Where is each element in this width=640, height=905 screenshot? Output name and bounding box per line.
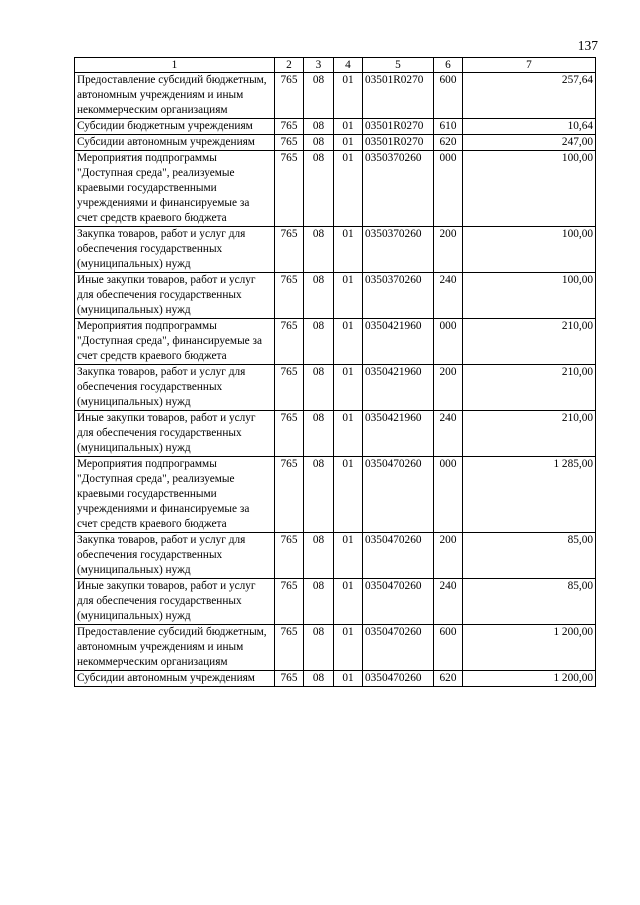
row-section-code: 08 <box>304 625 334 671</box>
row-section-code: 08 <box>304 227 334 273</box>
row-section-code: 08 <box>304 365 334 411</box>
row-amount: 100,00 <box>463 151 596 227</box>
row-amount: 1 200,00 <box>463 671 596 687</box>
row-subsection-code: 01 <box>334 319 363 365</box>
column-header: 5 <box>363 58 434 73</box>
row-amount: 100,00 <box>463 227 596 273</box>
column-header: 6 <box>434 58 463 73</box>
row-name: Закупка товаров, работ и услуг для обеспечения государственных (муниципальных) нужд <box>75 227 275 273</box>
table-row <box>75 411 596 457</box>
row-name: Мероприятия подпрограммы "Доступная среда", финансируемые за счет средств краевого бюджета <box>75 319 275 365</box>
row-expense-type-code: 200 <box>434 533 463 579</box>
row-subsection-code: 01 <box>334 151 363 227</box>
row-name: Иные закупки товаров, работ и услуг для обеспечения государственных (муниципальных) нужд <box>75 273 275 319</box>
row-expense-type-code: 200 <box>434 227 463 273</box>
row-ved-code: 765 <box>275 227 304 273</box>
row-target-code: 0350370260 <box>363 227 434 273</box>
row-section-code: 08 <box>304 319 334 365</box>
table-row <box>75 625 596 671</box>
row-amount: 1 285,00 <box>463 457 596 533</box>
row-target-code: 0350470260 <box>363 671 434 687</box>
table-row <box>75 533 596 579</box>
row-amount: 100,00 <box>463 273 596 319</box>
row-name: Мероприятия подпрограммы "Доступная среда", реализуемые краевыми государственными учреждениями и финансируемые за счет средств краевого бюджета <box>75 151 275 227</box>
row-amount: 85,00 <box>463 533 596 579</box>
row-target-code: 0350421960 <box>363 365 434 411</box>
row-amount: 247,00 <box>463 135 596 151</box>
row-section-code: 08 <box>304 273 334 319</box>
table-row <box>75 365 596 411</box>
row-expense-type-code: 240 <box>434 579 463 625</box>
row-amount: 210,00 <box>463 411 596 457</box>
column-header: 1 <box>75 58 275 73</box>
row-section-code: 08 <box>304 671 334 687</box>
row-expense-type-code: 600 <box>434 625 463 671</box>
row-target-code: 0350370260 <box>363 273 434 319</box>
row-name: Субсидии бюджетным учреждениям <box>75 119 275 135</box>
row-subsection-code: 01 <box>334 671 363 687</box>
row-subsection-code: 01 <box>334 73 363 119</box>
column-header: 3 <box>304 58 334 73</box>
table-row <box>75 73 596 119</box>
row-section-code: 08 <box>304 73 334 119</box>
page-number: 137 <box>577 38 598 53</box>
row-expense-type-code: 240 <box>434 273 463 319</box>
row-target-code: 0350470260 <box>363 457 434 533</box>
row-ved-code: 765 <box>275 671 304 687</box>
row-expense-type-code: 000 <box>434 319 463 365</box>
table-row <box>75 671 596 687</box>
row-ved-code: 765 <box>275 457 304 533</box>
row-target-code: 0350470260 <box>363 579 434 625</box>
column-header: 7 <box>463 58 596 73</box>
row-expense-type-code: 000 <box>434 457 463 533</box>
row-ved-code: 765 <box>275 119 304 135</box>
row-name: Иные закупки товаров, работ и услуг для обеспечения государственных (муниципальных) нужд <box>75 411 275 457</box>
row-section-code: 08 <box>304 533 334 579</box>
column-header: 2 <box>275 58 304 73</box>
row-name: Закупка товаров, работ и услуг для обеспечения государственных (муниципальных) нужд <box>75 533 275 579</box>
row-target-code: 03501R0270 <box>363 135 434 151</box>
row-subsection-code: 01 <box>334 533 363 579</box>
row-section-code: 08 <box>304 119 334 135</box>
row-name: Закупка товаров, работ и услуг для обеспечения государственных (муниципальных) нужд <box>75 365 275 411</box>
table-row <box>75 273 596 319</box>
row-ved-code: 765 <box>275 273 304 319</box>
row-target-code: 0350421960 <box>363 319 434 365</box>
row-target-code: 0350470260 <box>363 625 434 671</box>
table-row <box>75 135 596 151</box>
row-ved-code: 765 <box>275 319 304 365</box>
row-amount: 210,00 <box>463 365 596 411</box>
row-target-code: 03501R0270 <box>363 73 434 119</box>
row-expense-type-code: 620 <box>434 671 463 687</box>
row-amount: 85,00 <box>463 579 596 625</box>
table-row <box>75 119 596 135</box>
row-name: Субсидии автономным учреждениям <box>75 671 275 687</box>
row-section-code: 08 <box>304 411 334 457</box>
row-subsection-code: 01 <box>334 273 363 319</box>
row-ved-code: 765 <box>275 151 304 227</box>
row-subsection-code: 01 <box>334 411 363 457</box>
table-row <box>75 457 596 533</box>
row-subsection-code: 01 <box>334 365 363 411</box>
column-header: 4 <box>334 58 363 73</box>
row-name: Предоставление субсидий бюджетным, автономным учреждениям и иным некоммерческим организациям <box>75 73 275 119</box>
row-expense-type-code: 620 <box>434 135 463 151</box>
row-section-code: 08 <box>304 151 334 227</box>
row-ved-code: 765 <box>275 533 304 579</box>
row-target-code: 0350370260 <box>363 151 434 227</box>
row-subsection-code: 01 <box>334 119 363 135</box>
row-name: Субсидии автономным учреждениям <box>75 135 275 151</box>
row-subsection-code: 01 <box>334 135 363 151</box>
row-expense-type-code: 200 <box>434 365 463 411</box>
row-target-code: 03501R0270 <box>363 119 434 135</box>
row-expense-type-code: 240 <box>434 411 463 457</box>
row-amount: 257,64 <box>463 73 596 119</box>
row-expense-type-code: 610 <box>434 119 463 135</box>
row-ved-code: 765 <box>275 579 304 625</box>
row-subsection-code: 01 <box>334 625 363 671</box>
header-row <box>75 58 596 73</box>
table-row <box>75 227 596 273</box>
table-row <box>75 151 596 227</box>
row-ved-code: 765 <box>275 411 304 457</box>
row-target-code: 0350421960 <box>363 411 434 457</box>
row-name: Мероприятия подпрограммы "Доступная среда", реализуемые краевыми государственными учреждениями и финансируемые за счет средств краевого бюджета <box>75 457 275 533</box>
row-subsection-code: 01 <box>334 457 363 533</box>
table-row <box>75 579 596 625</box>
row-target-code: 0350470260 <box>363 533 434 579</box>
row-amount: 10,64 <box>463 119 596 135</box>
row-amount: 1 200,00 <box>463 625 596 671</box>
row-ved-code: 765 <box>275 135 304 151</box>
row-name: Иные закупки товаров, работ и услуг для обеспечения государственных (муниципальных) нужд <box>75 579 275 625</box>
row-ved-code: 765 <box>275 73 304 119</box>
row-ved-code: 765 <box>275 365 304 411</box>
row-expense-type-code: 600 <box>434 73 463 119</box>
row-section-code: 08 <box>304 579 334 625</box>
row-section-code: 08 <box>304 135 334 151</box>
row-ved-code: 765 <box>275 625 304 671</box>
budget-table <box>74 57 596 687</box>
row-section-code: 08 <box>304 457 334 533</box>
row-subsection-code: 01 <box>334 227 363 273</box>
table-row <box>75 319 596 365</box>
row-subsection-code: 01 <box>334 579 363 625</box>
row-expense-type-code: 000 <box>434 151 463 227</box>
row-name: Предоставление субсидий бюджетным, автономным учреждениям и иным некоммерческим организациям <box>75 625 275 671</box>
row-amount: 210,00 <box>463 319 596 365</box>
